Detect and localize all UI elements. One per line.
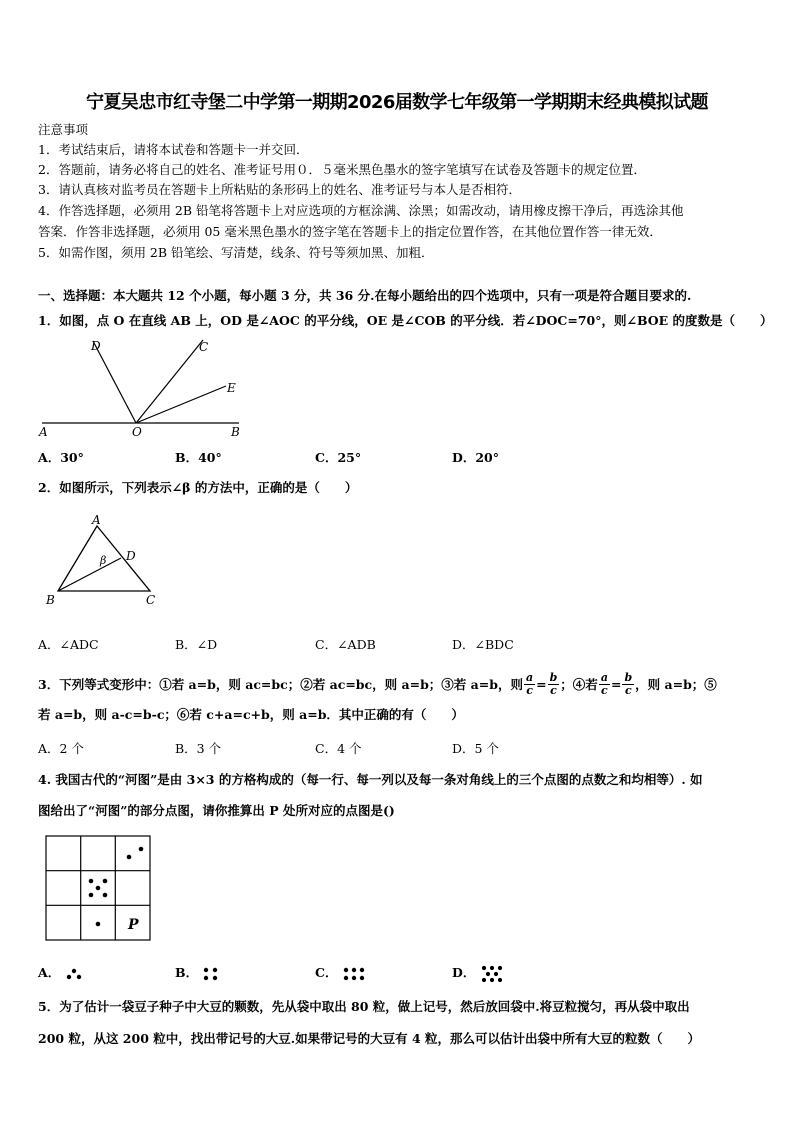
notice-item: 答案．作答非选择题，必须用 05 毫米黑色墨水的签字笔在答题卡上的指定位置作答，在其他位置作答一律无效． (38, 224, 662, 239)
equals-sign: = (536, 676, 547, 692)
fraction-a-over-c: $\frac{a}{c}$ (600, 671, 608, 697)
notice-item: 5．如需作图，须用 2B 铅笔绘、写清楚，线条、符号等须加黑、加粗． (38, 245, 434, 260)
q1-option-a[interactable]: A．30° (38, 450, 84, 465)
q4-option-c[interactable]: C． (315, 963, 368, 981)
q1-option-b[interactable]: B．40° (175, 450, 222, 465)
label-c: C (146, 593, 156, 607)
label-beta: β (100, 554, 107, 567)
q2-option-c[interactable]: C．∠ADB (315, 637, 376, 652)
question-5-line-2: 200 粒，从这 200 粒中，找出带记号的大豆.如果带记号的大豆有 4 粒，那么可以估计出袋中所有大豆的粒数（ ） (38, 1031, 700, 1046)
hetu-grid (45, 835, 153, 941)
notice-item: 2．答题前，请务必将自己的姓名、准考证号用０．５毫米黑色墨水的签字笔填写在试卷及答题卡的规定位置． (38, 162, 646, 177)
notice-item: 3．请认真核对监考员在答题卡上所粘贴的条形码上的姓名、准考证号与本人是否相符． (38, 182, 521, 197)
fraction-a-over-c: $\frac{a}{c}$ (525, 671, 534, 697)
label-o: O (132, 425, 142, 439)
question-3-line-2: 若 a=b，则 a-c=b-c；⑥若 c+a=c+b，则 a=b．其中正确的有（ ） (38, 707, 464, 722)
q3-text-c: ，则 a=b；⑤ (635, 676, 717, 692)
four-dots-icon (202, 967, 220, 981)
label-d: D (126, 549, 136, 563)
q3-option-d[interactable]: D．5 个 (452, 741, 499, 756)
q3-option-b[interactable]: B．3 个 (175, 741, 222, 756)
six-dots-icon (342, 967, 368, 981)
notice-item: 4．作答选择题，必须用 2B 铅笔将答题卡上对应选项的方框涂满、涂黑；如需改动，请用橡皮擦干净后，再选涂其他 (38, 203, 684, 218)
equals-sign: = (610, 676, 622, 692)
notice-heading: 注意事项 (38, 122, 89, 137)
question-3-line-1 (38, 672, 717, 697)
eight-dots-icon (480, 965, 506, 983)
angle-figure (36, 334, 246, 440)
q3-option-a[interactable]: A．2 个 (38, 741, 84, 756)
q3-text-b: ；④若 (560, 676, 598, 692)
dots-top-right (127, 847, 144, 860)
q4-option-b[interactable]: B． (175, 963, 220, 981)
label-b: B (46, 593, 55, 607)
ray-oc (136, 340, 203, 423)
q1-option-c[interactable]: C．25° (315, 450, 362, 465)
label-d: D (91, 339, 101, 353)
ray-od (93, 341, 136, 423)
question-5-line-1: 5．为了估计一袋豆子种子中大豆的颗数，先从袋中取出 80 粒，做上记号，然后放回袋中.将豆粒搅匀，再从袋中取出 (38, 999, 690, 1014)
label-c: C (199, 340, 209, 354)
dots-center (89, 879, 108, 898)
label-e: E (227, 381, 236, 395)
q4-option-a[interactable]: A． (38, 963, 83, 981)
ray-oe (136, 386, 226, 423)
fraction-b-over-c: $\frac{b}{c}$ (549, 671, 558, 697)
q4-option-d[interactable]: D． (452, 963, 506, 983)
three-dots-icon (65, 968, 83, 980)
q2-option-a[interactable]: A．∠ADC (38, 637, 99, 652)
q3-option-c[interactable]: C．4 个 (315, 741, 362, 756)
q2-option-b[interactable]: B．∠D (175, 637, 218, 652)
label-b: B (231, 425, 240, 439)
question-2-stem: 2．如图所示，下列表示∠β 的方法中，正确的是（ ） (38, 480, 358, 495)
question-1-stem: 1．如图，点 O 在直线 AB 上，OD 是∠AOC 的平分线，OE 是∠COB 的平分线．若∠DOC=70°，则∠BOE 的度数是（ ） (38, 313, 773, 328)
question-4-line-2: 图给出了“河图”的部分点图，请你推算出 P 处所对应的点图是() (38, 803, 395, 818)
q3-text-a: 3．下列等式变形中：①若 a=b，则 ac=bc；②若 ac=bc，则 a=b；③若 a=b，则 (38, 676, 523, 692)
q1-option-d[interactable]: D．20° (452, 450, 499, 465)
question-4-line-1: 4. 我国古代的“河图”是由 3×3 的方格构成的（每一行、每一列以及每一条对角线上的三个点图的点数之和均相等）. 如 (38, 772, 703, 787)
dot-bottom-middle (96, 922, 101, 927)
section-heading: 一、选择题：本大题共 12 个小题，每小题 3 分，共 36 分.在每小题给出的四个选项中，只有一项是符合题目要求的. (38, 288, 692, 303)
q2-option-d[interactable]: D．∠BDC (452, 637, 514, 652)
label-a: A (92, 513, 101, 527)
label-a: A (39, 425, 48, 439)
page-title: 宁夏吴忠市红寺堡二中学第一期期2026届数学七年级第一学期期末经典模拟试题 (86, 92, 708, 113)
fraction-b-over-c: $\frac{b}{c}$ (624, 671, 633, 697)
label-p: P (128, 917, 139, 933)
triangle-figure (40, 512, 170, 612)
notice-item: 1．考试结束后，请将本试卷和答题卡一并交回． (38, 142, 309, 157)
